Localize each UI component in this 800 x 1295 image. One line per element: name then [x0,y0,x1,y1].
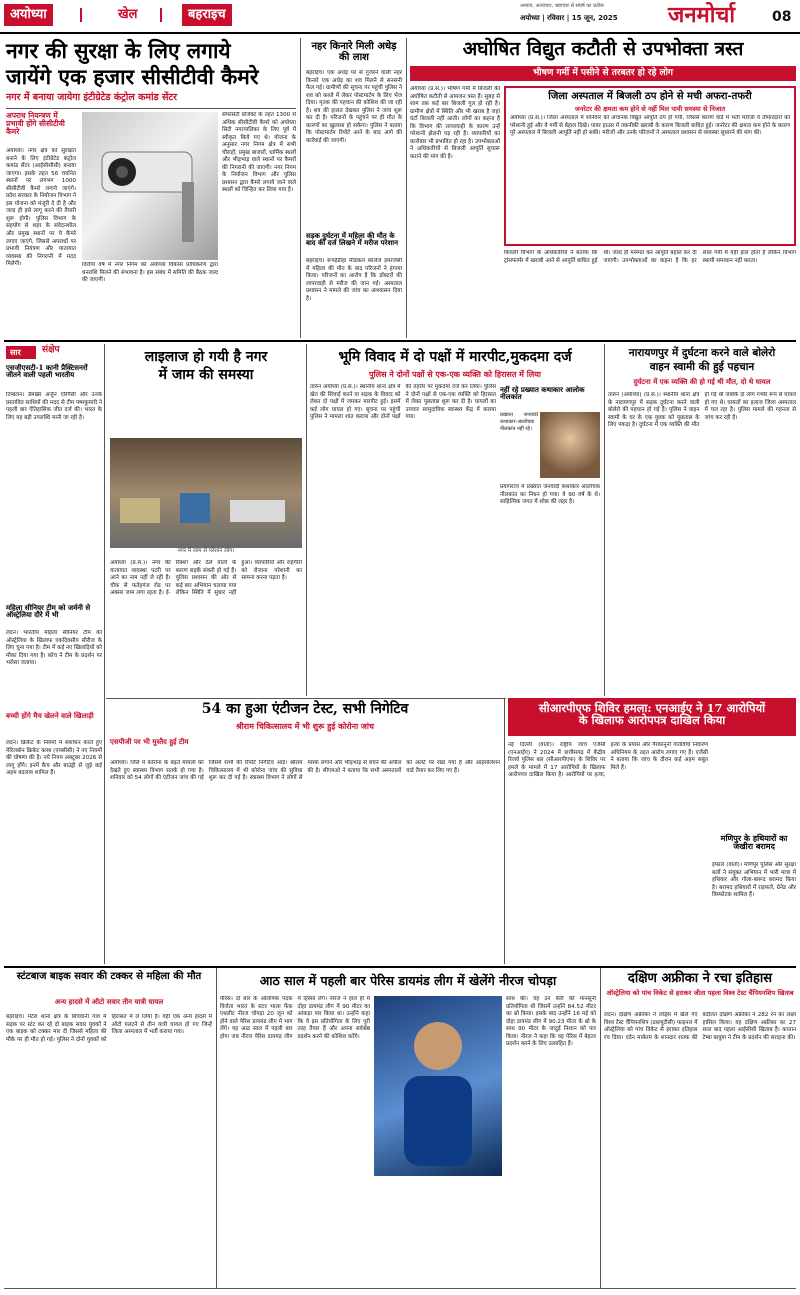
lash-headline: नहर किनारे मिली अधेड़ की लाश [311,41,397,63]
hospital-body: अयोध्या (प्र.स.)। जिला अस्पताल में शनिवार को अचानक विद्युत आपूर्ति ठप हो गयी, जिससे कारण वार्ड में भर्ती मरीजों व तीमारदारों को परेशानी हुई और वे गर्मी से बेहाल दिखे। पावर हाउस में तकनीकी खराबी के कारण बिजली बाधित हुई। जनरेटर की क्षमता कम होने के कारण पूरे अस्पताल में बिजली आपूर्ति नहीं हो सकी। मरीजों और उनके परिजनों ने अस्पताल प्रशासन से व्यवस्था सुधारने की मांग की। [510,115,790,137]
cctv-caption: वित्तीय वर्ष में नगर निगम को अयोध्या विकास प्राधिकरण द्वारा धनराशि मिलने की संभावना है। इस संबंध में समिति की बैठक जल्द की जाएगी। [82,262,218,284]
cctv-headline-1: नगर की सुरक्षा के लिए लगाये [6,38,231,63]
saar-label-2: संक्षेप [42,345,60,355]
page-number: 08 [772,9,792,25]
saar-item-2-head: महिला सीनियर टीम को जर्मनी से ऑस्ट्रेलिया दौरे में भी [6,603,91,620]
poet-body: प्रयागराज में प्रख्यात जनवादी कथाकार आलोचक नीलकांत का निधन हो गया। वे 90 वर्ष के थे। साहित्यिक जगत में शोक की लहर है। [500,484,600,506]
column-rule [600,968,601,1288]
column-rule [306,344,307,696]
page-header [0,0,800,34]
cctv-subhead: नगर में बनाया जायेगा इंटीग्रेटेड कंट्रोल कमांड सेंटर [6,92,178,103]
sa-body: लंदन। दक्षिण अफ्रीका ने लॉर्ड्स में खेले गए विश्व टेस्ट चैंपियनशिप (डब्ल्यूटीसी) फाइनल में ऑस्ट्रेलिया को पांच विकेट से हराकर इतिहास रच दिया। एडेन मार्करम के शानदार शतक की बदौलत दक्षिण अफ्रीका ने 282 रन का लक्ष्य हासिल किया। यह दक्षिण अफ्रीका का 27 साल बाद पहला आईसीसी खिताब है। कप्तान टेम्बा बावुमा ने टीम के प्रदर्शन की सराहना की। [604,1012,796,1041]
stunt-body: बहराइच। मटेरा थाना क्षेत्र के बिचवानी गांव में सड़क पर स्टंट कर रहे दो बाइक सवार युवकों ने एक बाइक को टक्कर मार दी जिससे महिला की मौके पर ही मौत हो गई। पुलिस ने दोनों युवकों को हिरासत में ले लिया है। वहीं एक अन्य हादसे में ऑटो पलटने से तीन यात्री घायल हो गए जिन्हें जिला अस्पताल में भर्ती कराया गया। [6,1014,212,1043]
saar-label: सार [6,346,36,359]
antigen-body: अयोध्या। जिले में कोरोना के बढ़ते मामलों को देखते हुए स्वास्थ्य विभाग सतर्क हो गया है। शनिवार को 54 लोगों की एंटीजन जांच की गई जिसमें सभी की रिपोर्ट निगेटिव आई। श्रीराम चिकित्सालय में भी कोरोना जांच की सुविधा शुरू कर दी गई है। स्वास्थ्य विभाग ने लोगों से मास्क लगाने और भीड़भाड़ से बचने की अपील की है। सीएमओ ने बताया कि सभी अस्पतालों को अलर्ट पर रखा गया है और आइसोलेशन वार्ड तैयार कर लिए गए हैं। [110,760,500,782]
stunt-kicker: अन्य हादसे में ऑटो सवार तीन यात्री घायल [54,997,164,1006]
section-divider [4,340,796,342]
section-divider [4,966,796,968]
neeraj-body-2: साथ की। यह उन केरी की मानसूनी प्रतियोगिता थी जिसमें उन्होंने 84.52 मीटर का थ्रो किया। इसके बाद उन्होंने 16 मई को दोहा डायमंड लीग में 90.23 मीटर के थ्रो के साथ 90 मीटर के जादुई निशान को पार किया। नीरज ने कहा कि वह पेरिस में बेहतर प्रदर्शन करने के लिए उत्साहित हैं। [506,996,596,1048]
dateline: अयोध्या | रविवार | 15 जून, 2025 [520,14,618,22]
neeraj-body: पेरिस। दो बार के ओलंपिक पदक विजेता भारत के स्टार भाला फेंक एथलीट नीरज चोपड़ा 20 जून को होने वाले पेरिस डायमंड लीग में भाग लेंगे। यह आठ साल में पहली बार होगा जब नीरज पेरिस डायमंड लीग में हिस्सा लेंगे। नीरज ने हाल ही में दोहा डायमंड लीग में 90 मीटर का आंकड़ा पार किया था। उन्होंने कहा कि वे इस प्रतियोगिता के लिए पूरी तरह तैयार हैं और अपना सर्वश्रेष्ठ प्रदर्शन करने की कोशिश करेंगे। [220,996,370,1040]
hospital-headline: जिला अस्पताल में बिजली ठप होने से मची अफरा-तफरी [548,91,752,102]
nia-body: नई दिल्ली (वार्ता)। राष्ट्रीय जांच एजेंसी (एनआईए) ने 2024 में छत्तीसगढ़ में केंद्रीय रिजर्व पुलिस बल (सीआरपीएफ) के शिविर पर हमले के मामले में 17 आरोपियों के खिलाफ आरोपपत्र दाखिल किया है। आरोपियों पर हत्या, हत्या के प्रयास और गैरकानूनी गतिविधि निवारण अधिनियम के तहत आरोप लगाए गए हैं। एजेंसी ने बताया कि जांच के दौरान कई अहम सबूत मिले हैं। [508,742,708,779]
poet-photo [540,412,600,478]
nia-headline-2: के खिलाफ आरोपपत्र दाखिल किया [578,713,726,728]
antigen-headline: 54 का हुआ एंटीजन टेस्ट, सभी निगेटिव [201,701,409,717]
bolero-headline-2: वाहन स्वामी की हुई पहचान [649,361,755,373]
cctv-camera-photo [82,112,218,260]
arms-headline: मणिपुर के हथियारों का जखीरा बरामद [720,833,788,852]
column-rule [504,698,505,964]
nia-banner [508,698,796,736]
neeraj-photo [374,996,502,1176]
poet-caption: प्रख्यात जनवादी कथाकार-आलोचक नीलकांत नहीं रहे। [500,412,538,432]
bolero-headline-1: नारायणपुर में दुर्घटना करने वाले बोलेरो [628,347,776,359]
traffic-photo [110,438,302,548]
neeraj-headline: आठ साल में पहली बार पेरिस डायमंड लीग में खेलेंगे नीरज चोपड़ा [259,973,557,988]
bolero-body: तारुन (अयोध्या) (प्र.स.)। स्थानीय थाना क्षेत्र के नारायणपुर में सड़क दुर्घटना करने वाली बोलेरो की पहचान हो गई है। पुलिस ने वाहन स्वामी के घर के एक युवक को पूछताछ के लिए पकड़ा है। दुर्घटना में एक व्यक्ति की मौत हो गई थी जबकि दो लोग गंभीर रूप से घायल हो गए थे। घायलों का इलाज जिला अस्पताल में चल रहा है। पुलिस मामले की गहनता से जांच कर रही है। [608,392,796,429]
bolero-kicker: दुर्घटना में एक व्यक्ति की हो गई थी मौत, दो थे घायल [633,377,771,386]
column-rule [300,38,301,338]
masthead-motto: अन्याय, अत्याचार, भ्रष्टाचार से संघर्ष का प्रतीक [520,3,604,9]
antigen-side-head: एसपीजी पर भी मुस्तैद हुई टीम [110,737,189,746]
column-rule [104,344,105,964]
nia-headline-1: सीआरपीएफ शिविर हमला: एनआईए ने 17 आरोपियों [538,701,766,715]
bottom-rule [4,1288,796,1289]
lash-subhead: सड़क दुर्घटना में महिला की मौत के बाद की दर्ज लिखने में मरीज परेशान [306,231,398,248]
hospital-box [504,86,796,246]
lash-body-2: बहराइच। रूपईडीहा मेडिकल कॉलेज इमरजेंसी में महिला की मौत के बाद परिजनों ने हंगामा किया। परिजनों का आरोप है कि डॉक्टरों की लापरवाही से मरीज की जान गई। अस्पताल प्रशासन ने मामले की जांच का आश्वासन दिया है। [306,258,402,302]
section-tag-sports: खेल [112,4,143,26]
traffic-body: अयोध्या (प्र.स.)। नगर की यातायात व्यवस्था पटरी पर आने का नाम नहीं ले रही है। चौक से फतेहगंज रोड पर अक्सर जाम लगा रहता है। ई-रिक्शा और ठेले वालों के कारण सड़कें संकरी हो गई हैं। पुलिस प्रशासन की ओर से कई बार अभियान चलाया गया लेकिन स्थिति में सुधार नहीं हुआ। व्यापारियों और राहगीरों को रोजाना परेशानी का सामना करना पड़ता है। [110,560,302,597]
arms-body: इंफाल (वार्ता)। मणिपुर पुलिस और सुरक्षा बलों ने संयुक्त अभियान में भारी मात्रा में हथियार और गोला-बारूद बरामद किया है। बरामद हथियारों में राइफलें, ग्रेनेड और विस्फोटक शामिल हैं। [712,862,796,899]
cctv-headline-2: जायेंगे एक हजार सीसीटीवी कैमरे [6,64,259,89]
column-rule [216,968,217,1288]
section-tag-ayodhya: अयोध्या [4,4,53,26]
poet-headline: नहीं रहे प्रख्यात कथाकार आलोक नीलकांत [500,385,585,402]
lash-body: बहराइच। एक अधेड़ पर से गुजरने वाली नहर किनारे एक अधेड़ का शव मिलने से सनसनी फैल गई। ग्रामीणों की सूचना पर पहुंची पुलिस ने शव को कब्जे में लेकर पोस्टमार्टम के लिए भेज दिया। मृतक की पहचान की कोशिश की जा रही है। शव की हालत देखकर पुलिस ने जांच शुरू कर दी है। परिजनों के पहुंचने पर ही मौत के कारणों का खुलासा हो सकेगा। पुलिस ने बताया कि पोस्टमार्टम रिपोर्ट आने के बाद आगे की कार्रवाई की जाएगी। [306,70,402,144]
traffic-caption: नगर में जाम से परेशान लोग। [177,548,235,554]
column-rule [604,344,605,696]
traffic-headline-1: लाइलाज हो गयी है नगर [144,349,268,365]
section-tag-bahraich: बहराइच [182,4,232,26]
stunt-headline: स्टंटबाज बाइक सवार की टक्कर से महिला की मौत [16,971,202,982]
power-columns: बिजली विभाग के अधिकारियों ने बताया कि ट्रांसफार्मर में खराबी आने से आपूर्ति बाधित हुई थी। जल्द ही मरम्मत कर आपूर्ति बहाल कर दी जाएगी। उपभोक्ताओं का कहना है कि हर साल गर्मी में यही हाल होता है लेकिन विभाग स्थायी समाधान नहीं करता। [504,250,796,264]
power-kicker: भीषण गर्मी में पसीने से तरबतर हो रहे लोग [410,66,796,81]
sa-kicker: ऑस्ट्रेलिया को पांच विकेट से हराकर जीता पहला विश्व टेस्ट चैंपियनशिप खिताब [606,989,794,997]
land-body: तारुन अयोध्या (प्र.स.)। स्थानीय थाना क्षेत्र में खेत की सिंचाई करने या सड़क के विवाद को लेकर दो पक्षों में जमकर मारपीट हुई। इसमें कई लोग घायल हो गए। सूचना पर पहुंची पुलिस ने मामला शांत कराया और दोनों पक्षों की तहरीर पर मुकदमा दर्ज कर लिया। पुलिस ने दोनों पक्षों से एक-एक व्यक्ति को हिरासत में लेकर पूछताछ शुरू कर दी है। घायलों का उपचार सामुदायिक स्वास्थ्य केंद्र में कराया गया। [310,384,496,421]
divider [106,698,506,699]
saar-item-1-body: टिम्बलन। डैमाब्रेर अर्जुन एरिगैसी और उनके प्रस्तावित साथियों की मदद से टीम पष्मकुमारी ने पहली बार ऐतिहासिक जीत दर्ज की। भारत के लिए यह बड़ी उपलब्धि मानी जा रही है। [6,392,102,421]
land-headline: भूमि विवाद में दो पक्षों में मारपीट,मुकदमा दर्ज [338,349,572,365]
land-kicker: पुलिस ने दोनों पक्षों से एक-एक व्यक्ति को हिरासत में लिया [369,369,541,379]
header-separator [160,8,162,22]
saar-item-1-head: एसजीएसटी-1 कानी प्रैक्टिसनरों जीतने वाली पहली भारतीय [6,363,88,380]
traffic-headline-2: में जाम की समस्या [158,367,254,383]
divider [6,108,296,109]
power-body: अयोध्या (प्र.स.)। भीषण गर्मी में बिजली की अघोषित कटौती से आमजन त्रस्त हैं। सुबह से शाम तक कई बार बिजली गुल हो रही है। ग्रामीण क्षेत्रों में स्थिति और भी खराब है जहां घंटों बिजली नहीं आती। लोगों का कहना है कि विभाग की लापरवाही के कारण उन्हें परेशानी झेलनी पड़ रही है। व्यापारियों का कारोबार भी प्रभावित हो रहा है। उपभोक्ताओं ने अधिकारियों से बिजली आपूर्ति सुचारू कराने की मांग की है। [410,86,500,160]
cctv-side-head: अपराध नियन्त्रण में प्रभावी होंगे सीसीटीवी कैमरे [6,111,65,136]
cctv-body-2: सेफसिटी प्रोजेक्ट के तहत 1300 से अधिक सीसीटीवी कैमरे को अयोध्या सिटी नगरपालिका के लिए पूर्व में स्वीकृत किये गए थे। योजना के अनुसार नगर निगम क्षेत्र में सभी चौराहों, प्रमुख बाजारों, धार्मिक स्थलों और भीड़भाड़ वाले स्थानों पर कैमरों की निगरानी की जाएगी। नगर निगम के नियोजन विभाग और पुलिस प्रशासन द्वारा कैमरे लगाये जाने वाले स्थलों को चिन्हित कर लिया गया है। [222,112,296,194]
power-headline: अघोषित विद्युत कटौती से उपभोक्ता त्रस्त [462,38,744,60]
masthead: जनमोर्चा [668,2,736,28]
cricket-headline: बच्ची होंगे मैच खेलने वाले खिलाड़ी [6,711,94,720]
column-rule [406,38,407,338]
hospital-kicker: जनरेटर की क्षमता कम होने से नहीं मिल पायी समस्या से निजात [574,104,726,113]
header-separator [80,8,82,22]
cctv-body-1: अयोध्या। नगर क्षेत्र को सुरक्षित बनाने के लिए इंटीग्रेटेड कंट्रोल कमांड सेंटर (आईसीसीसी) बनाया जाएगा। इसके तहत 56 चयनित स्थानों पर लगभग 1000 सीसीटीवी कैमरे लगाये जाएंगे। प्रदेश सरकार के नियोजन विभाग ने इस योजना को मंजूरी दे दी है और जल्द ही इसे लागू करने की तैयारी शुरू होगी। पुलिस विभाग के सहयोग से शहर के संवेदनशील और प्रमुख स्थानों पर ये कैमरे लगाए जाएंगे, जिससे अपराधों पर प्रभावी नियंत्रण और यातायात व्यवस्था की निगरानी में मदद मिलेगी। [6,148,76,268]
cricket-body: लंदन। क्रिकेट के नियमों में संशोधन करते हुए मेरिलबोन क्रिकेट क्लब (एमसीसी) ने नए नियमों की घोषणा की है। नये नियम अक्टूबर 2026 से लागू होंगे। इनमें कैच और बाउंड्री से जुड़े कई अहम बदलाव शामिल हैं। [6,740,102,777]
sa-headline: दक्षिण अफ्रीका ने रचा इतिहास [627,971,773,986]
antigen-kicker: श्रीराम चिकित्सालय में भी शुरू हुई कोरोना जांच [235,721,375,731]
saar-item-2-body: लंदन। भारतीय महिला सीनियर टीम को ऑस्ट्रेलिया के खिलाफ एकदिवसीय सीरीज के लिए चुना गया है। टीम में कई नए खिलाड़ियों को मौका दिया गया है। कोच ने टीम के प्रदर्शन पर भरोसा जताया। [6,630,102,667]
